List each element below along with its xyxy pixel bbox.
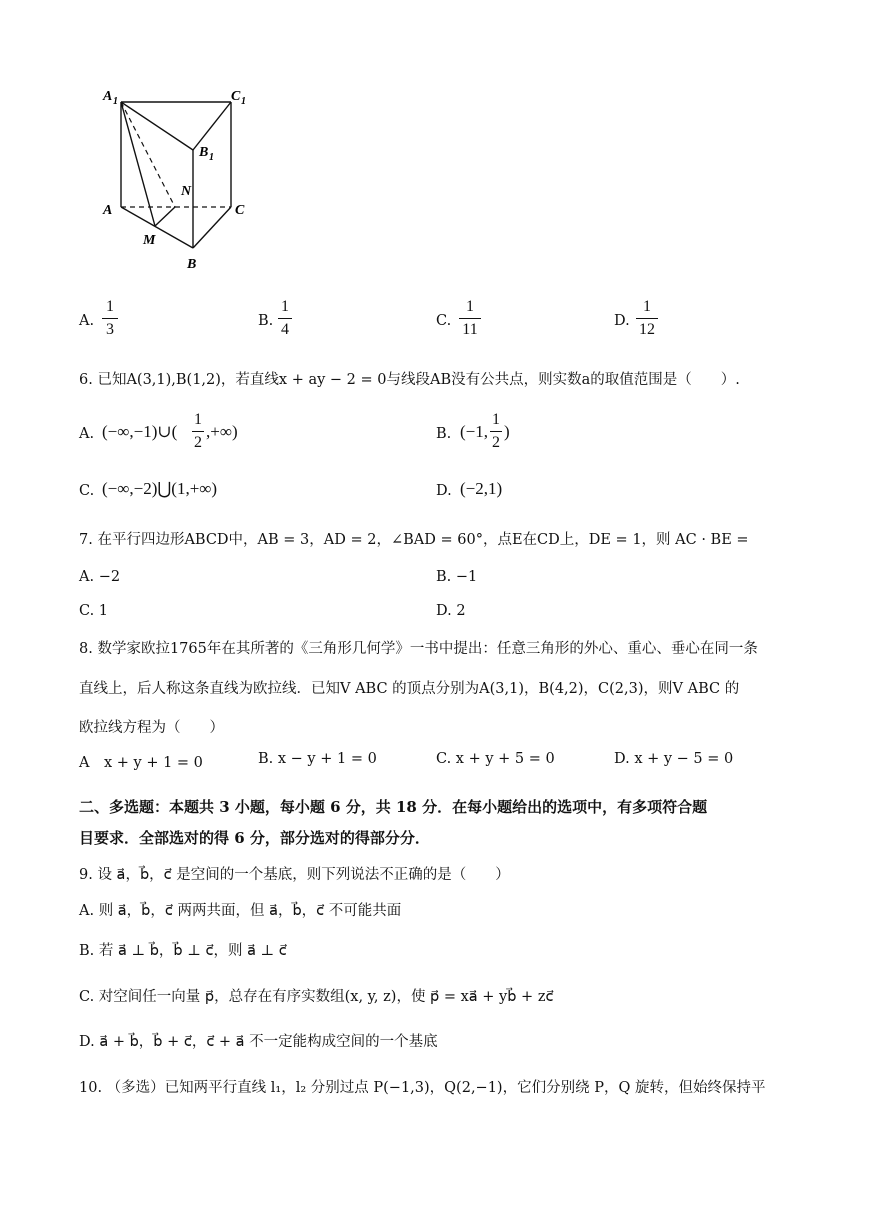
- q8-option-a[interactable]: A x + y + 1 = 0: [79, 755, 203, 771]
- q9-option-a[interactable]: A. 则 a⃗，b⃗，c⃗ 两两共面，但 a⃗，b⃗，c⃗ 不可能共面: [79, 903, 402, 919]
- q8-option-c[interactable]: C. x + y + 5 = 0: [436, 751, 555, 767]
- q9-option-d[interactable]: D. a⃗ + b⃗，b⃗ + c⃗，c⃗ + a⃗ 不一定能构成空间的一个基底: [79, 1034, 438, 1050]
- label-b1: B: [199, 145, 209, 160]
- q6-option-d-text: (−2,1): [460, 479, 503, 498]
- label-c: C: [235, 203, 245, 218]
- q9-option-b[interactable]: B. 若 a⃗ ⊥ b⃗，b⃗ ⊥ c⃗，则 a⃗ ⊥ c⃗: [79, 943, 287, 959]
- q5-option-a-fraction: 1 3: [102, 298, 118, 339]
- label-a1: A: [103, 89, 113, 104]
- q6-option-a-fraction: 1 2: [194, 411, 202, 451]
- q7-option-a[interactable]: A. −2: [79, 569, 121, 585]
- prism-figure: [95, 80, 265, 275]
- q6-stem: 6. 已知A(3,1),B(1,2)，若直线x + ay − 2 = 0与线段AB没有公共点，则实数a的取值范围是（ ）.: [79, 372, 740, 388]
- q9-option-c[interactable]: C. 对空间任一向量 p⃗，总存在有序实数组(x, y, z)，使 p⃗ = xa⃗ + yb⃗ + zc⃗: [79, 989, 554, 1005]
- q7-option-b[interactable]: B. −1: [436, 569, 478, 585]
- q5-option-d-fraction: 1 12: [636, 298, 658, 339]
- label-b: B: [187, 257, 197, 272]
- q8-line1: 8. 数学家欧拉1765年在其所著的《三角形几何学》一书中提出：任意三角形的外心、重心、垂心在同一条: [79, 641, 758, 657]
- edge-a1-n-dashed: [121, 102, 175, 207]
- q6-option-b-pre: (−1,: [460, 422, 488, 441]
- q5-option-b-label: B.: [258, 313, 274, 329]
- q7-option-c[interactable]: C. 1: [79, 603, 109, 619]
- q6-option-d-label: D.: [436, 483, 452, 499]
- q6-option-a-post: ,+∞): [206, 422, 238, 441]
- section2-heading-line1: 二、多选题：本题共 3 小题，每小题 6 分，共 18 分．在每小题给出的选项中，有多项符合题: [79, 798, 708, 816]
- q5-option-b-fraction: 1 4: [278, 298, 292, 339]
- q8-line2: 直线上，后人称这条直线为欧拉线．已知V ABC 的顶点分别为A(3,1)，B(4,2)，C(2,3)，则V ABC 的: [79, 681, 740, 697]
- q5-option-c-label: C.: [436, 313, 452, 329]
- edge-a-b: [121, 207, 193, 248]
- q6-option-b-fraction: 1 2: [492, 411, 500, 451]
- label-c1: C: [231, 89, 241, 104]
- q6-option-a-pre: (−∞,−1)∪(: [102, 422, 178, 441]
- q8-option-d[interactable]: D. x + y − 5 = 0: [614, 751, 734, 767]
- section2-heading-line2: 目要求．全部选对的得 6 分，部分选对的得部分分．: [79, 829, 430, 847]
- label-a: A: [103, 203, 113, 218]
- q7-stem: 7. 在平行四边形ABCD中，AB = 3，AD = 2，∠BAD = 60°，点E在CD上，DE = 1，则 AC · BE =: [79, 532, 749, 548]
- edge-b1-c1: [193, 102, 231, 150]
- label-c1-sub: 1: [241, 96, 246, 107]
- q6-option-b-post: ): [504, 422, 510, 441]
- label-a1-sub: 1: [113, 96, 118, 107]
- q5-option-a-label: A.: [79, 313, 95, 329]
- edge-b-c: [193, 207, 231, 248]
- label-n: N: [181, 184, 192, 199]
- label-b1-sub: 1: [209, 152, 214, 163]
- edge-m-n: [155, 207, 175, 226]
- q5-option-d-label: D.: [614, 313, 630, 329]
- q7-option-d[interactable]: D. 2: [436, 603, 466, 619]
- q6-option-a-label: A.: [79, 426, 95, 442]
- q10-stem: 10. （多选）已知两平行直线 l₁，l₂ 分别过点 P(−1,3)，Q(2,−1)，它们分别绕 P，Q 旋转，但始终保持平: [79, 1080, 766, 1096]
- q8-option-b[interactable]: B. x − y + 1 = 0: [258, 751, 377, 767]
- q6-option-c-label: C.: [79, 483, 95, 499]
- q6-option-c-text: (−∞,−2)⋃(1,+∞): [102, 479, 218, 498]
- q9-stem: 9. 设 a⃗，b⃗，c⃗ 是空间的一个基底，则下列说法不正确的是（ ）: [79, 867, 510, 883]
- q6-option-b-label: B.: [436, 426, 452, 442]
- label-m: M: [143, 233, 156, 248]
- q8-line3: 欧拉线方程为（ ）: [79, 720, 224, 736]
- q5-option-c-fraction: 1 11: [459, 298, 481, 339]
